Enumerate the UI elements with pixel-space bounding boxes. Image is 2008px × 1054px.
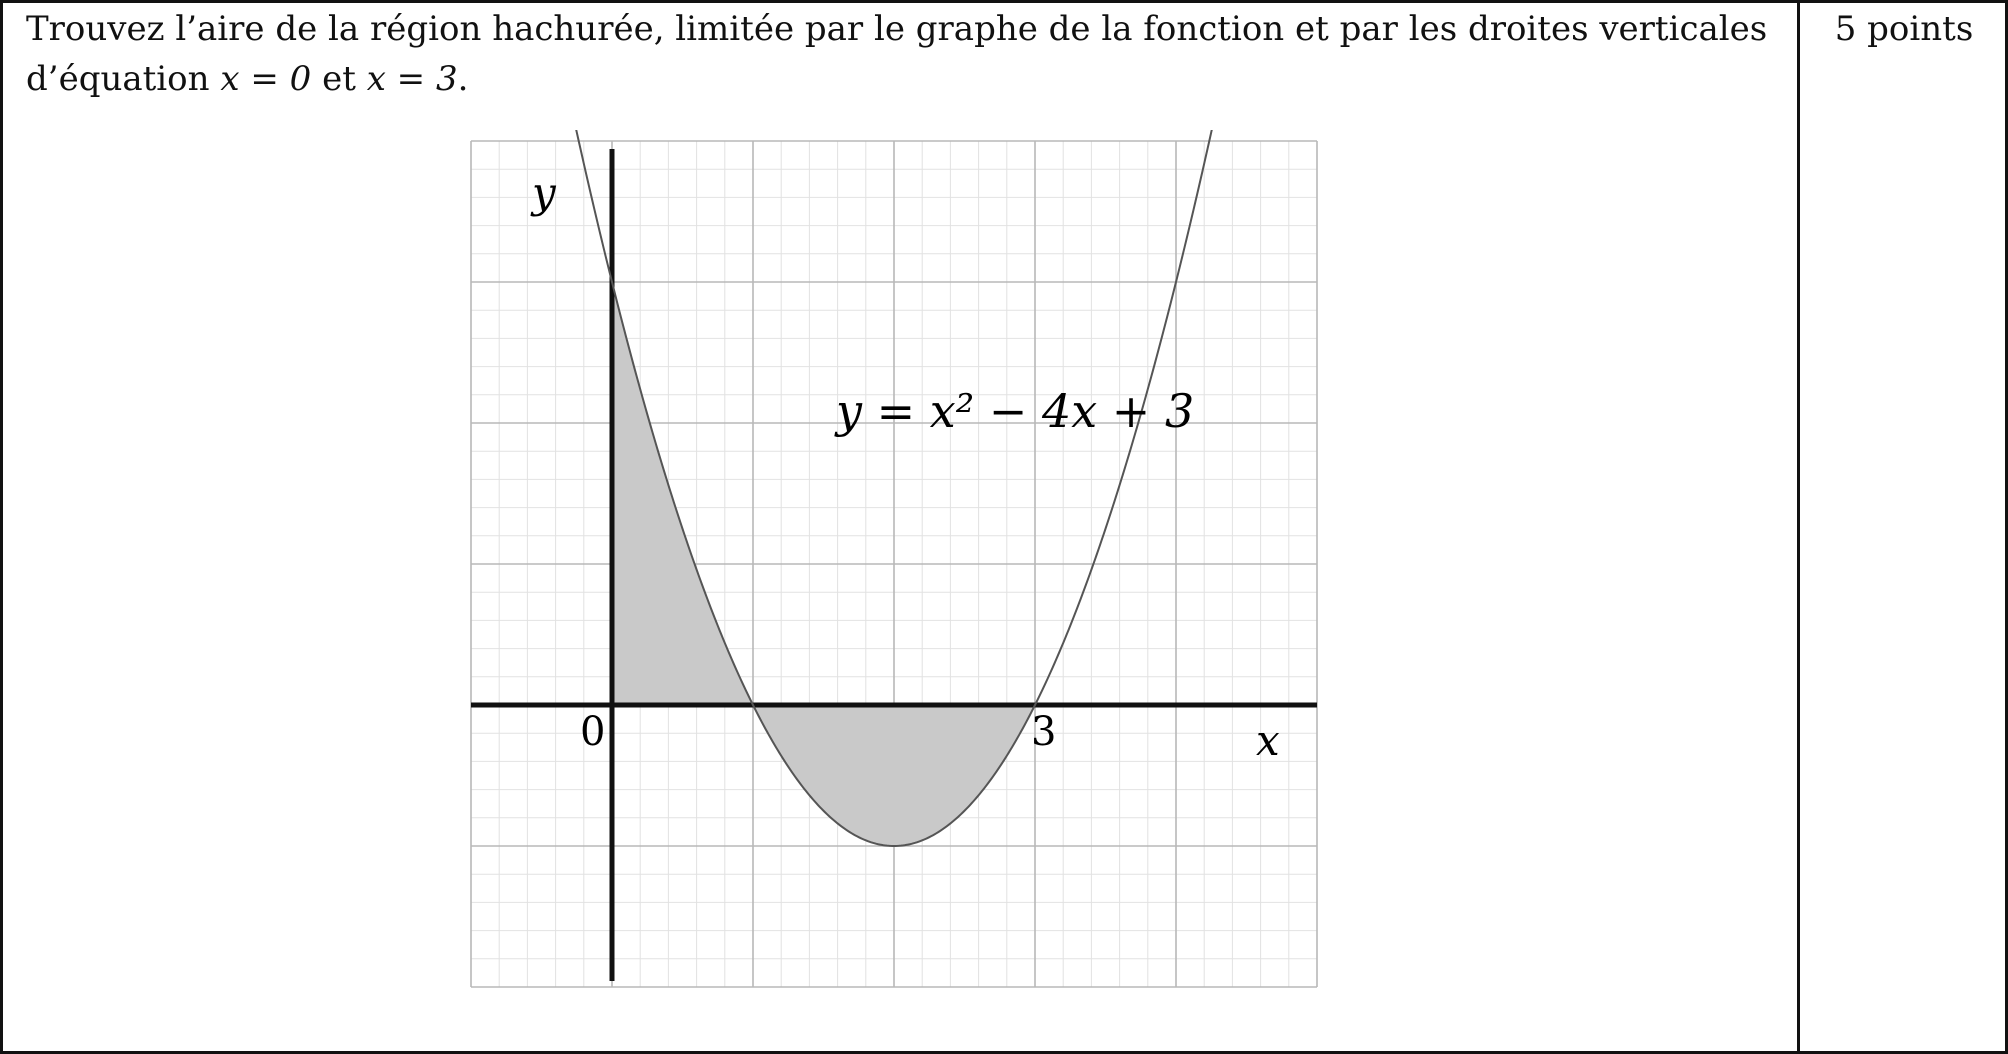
origin-label: 0 [580,709,606,755]
function-label: y = x² − 4x + 3 [836,384,1195,438]
function-graph [460,130,1340,1000]
y-axis-label: y [532,168,556,217]
points-value: 5 points [1834,9,1974,49]
tick-label-3: 3 [1031,709,1057,755]
question-period: . [457,59,469,99]
question-text [26,4,1791,104]
equation-x-equals-3: x = 3 [366,59,458,99]
x-axis-label: x [1256,716,1280,765]
connector-word: et [322,59,356,99]
grid-major-lines [471,141,1317,987]
question-line-2-prefix: d’équation [26,59,210,99]
equation-x-equals-0: x = 0 [220,59,312,99]
column-divider [1797,0,1800,1054]
question-line-1: Trouvez l’aire de la région hachurée, limitée par le graphe de la fonction et par les droites verticales [26,9,1768,49]
